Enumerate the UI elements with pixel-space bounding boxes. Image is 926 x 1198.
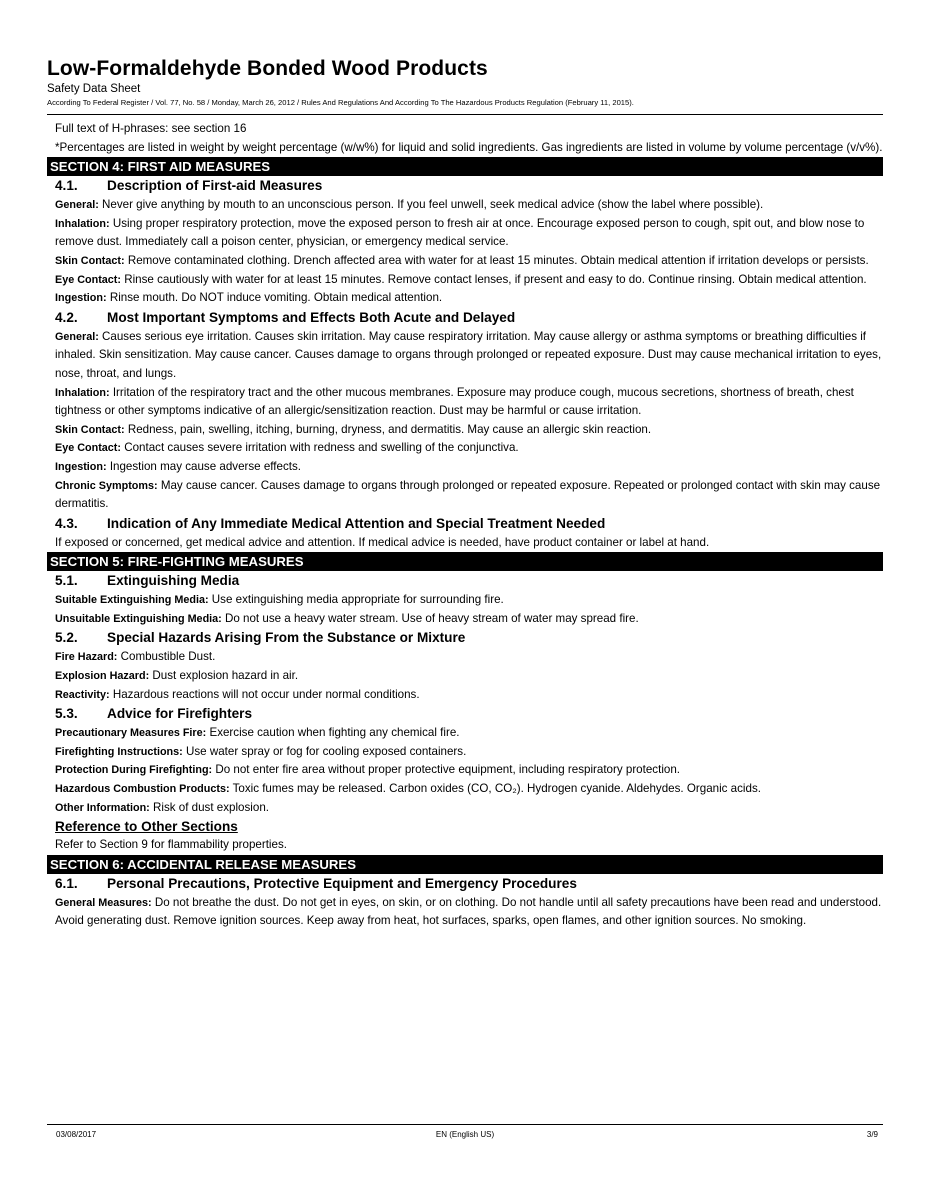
paragraph-text: Redness, pain, swelling, itching, burning, dryness, and dermatitis. May cause an allergic skin reaction. <box>124 422 652 436</box>
paragraph-text: May cause cancer. Causes damage to organs through prolonged or repeated exposure. Repeated or prolonged contact with skin may cause dermatitis. <box>55 478 881 511</box>
term-label: Fire Hazard: <box>55 651 118 664</box>
term-label: Eye Contact: <box>55 273 121 286</box>
paragraph <box>47 724 883 743</box>
paragraph: Refer to Section 9 for flammability properties. <box>55 838 287 852</box>
term-label: Suitable Extinguishing Media: <box>55 594 209 607</box>
paragraph <box>47 761 883 780</box>
paragraph-text: Rinse mouth. Do NOT induce vomiting. Obtain medical attention. <box>106 291 443 305</box>
paragraph-text: Remove contaminated clothing. Drench affected area with water for at least 15 minutes. Obtain medical attention if irritation develops or persists. <box>124 253 869 267</box>
term-label: Protection During Firefighting: <box>55 764 213 777</box>
term-label: Inhalation: <box>55 217 110 230</box>
paragraph <box>47 196 883 215</box>
subsection-title: Description of First-aid Measures <box>107 178 323 194</box>
paragraph-text: Ingestion may cause adverse effects. <box>106 459 302 473</box>
paragraph <box>47 384 883 421</box>
paragraph <box>47 215 883 252</box>
term-label: Firefighting Instructions: <box>55 745 183 758</box>
subsection-title: Personal Precautions, Protective Equipment and Emergency Procedures <box>107 875 577 891</box>
term-label: Skin Contact: <box>55 423 125 436</box>
paragraph-text: Exercise caution when fighting any chemical fire. <box>206 726 460 740</box>
paragraph-text: Do not use a heavy water stream. Use of heavy stream of water may spread fire. <box>221 611 639 625</box>
document-subtitle: Safety Data Sheet <box>47 83 141 95</box>
footer-divider <box>47 1124 883 1125</box>
term-label: Skin Contact: <box>55 254 125 267</box>
paragraph-text: Rinse cautiously with water for at least 15 minutes. Remove contact lenses, if present and easy to do. Continue rinsing. Obtain medical attention. <box>121 272 867 286</box>
paragraph-text: Use water spray or fog for cooling exposed containers. <box>182 744 467 758</box>
document-title: Low-Formaldehyde Bonded Wood Products <box>47 57 488 80</box>
term-label: General Measures: <box>55 896 152 909</box>
paragraph <box>47 458 883 477</box>
paragraph <box>47 477 883 514</box>
paragraph <box>47 271 883 290</box>
paragraph <box>47 328 883 384</box>
subsection-number: 4.3. <box>55 515 78 531</box>
document-body <box>47 120 883 931</box>
paragraph-text: Using proper respiratory protection, move the exposed person to fresh air at once. Encourage exposed person to cough, spit out, and blow nose to remove dust. Immediately call a poison center, physician, or emergency medical service. <box>55 216 865 249</box>
term-label: Unsuitable Extinguishing Media: <box>55 612 222 625</box>
footer-language: EN (English US) <box>435 1130 495 1139</box>
subsection-number: 5.3. <box>55 706 78 722</box>
paragraph-text: Never give anything by mouth to an unconscious person. If you feel unwell, seek medical advice (show the label where possible). <box>98 198 764 212</box>
paragraph <box>47 743 883 762</box>
footer-page-number: 3/9 <box>866 1130 878 1139</box>
subsection-4-1-heading <box>47 176 883 196</box>
subsection-title: Special Hazards Arising From the Substance or Mixture <box>107 630 466 646</box>
paragraph-text: Combustible Dust. <box>117 650 216 664</box>
section-6-heading: SECTION 6: ACCIDENTAL RELEASE MEASURES <box>47 855 883 874</box>
paragraph <box>47 686 883 705</box>
paragraph-text: Do not breathe the dust. Do not get in eyes, on skin, or on clothing. Do not handle until all safety precautions have been read and understood. Avoid generating dust. Remove ignition sources. Keep away from heat, hot surfaces, sparks, open flames, and other ignition sources. No smoking. <box>55 895 882 928</box>
paragraph-text: Irritation of the respiratory tract and the other mucous membranes. Exposure may produce cough, mucous secretions, shortness of breath, chest tightness or other symptoms indicative of an allergic/sensitization reaction. Dust may be harmful or cause irritation. <box>55 385 854 418</box>
subsection-number: 4.2. <box>55 309 78 325</box>
subsection-number: 4.1. <box>55 178 78 194</box>
section-5-heading: SECTION 5: FIRE-FIGHTING MEASURES <box>47 552 883 571</box>
section-4-heading: SECTION 4: FIRST AID MEASURES <box>47 157 883 176</box>
term-label: Other Information: <box>55 801 150 814</box>
paragraph <box>47 610 883 629</box>
header-divider <box>47 114 883 115</box>
subsection-number: 5.1. <box>55 573 78 589</box>
paragraph-text: Hazardous reactions will not occur under normal conditions. <box>109 687 420 701</box>
term-label: General: <box>55 199 99 212</box>
term-label: Inhalation: <box>55 386 110 399</box>
subsection-number: 5.2. <box>55 630 78 646</box>
paragraph-text: Use extinguishing media appropriate for surrounding fire. <box>208 593 504 607</box>
paragraph <box>47 439 883 458</box>
paragraph <box>47 799 883 818</box>
h-phrases-note: Full text of H-phrases: see section 16 <box>55 122 247 135</box>
term-label: Ingestion: <box>55 292 107 305</box>
paragraph <box>47 894 883 931</box>
paragraph-text: Do not enter fire area without proper protective equipment, including respiratory protection. <box>212 763 681 777</box>
subsection-5-1-heading <box>47 571 883 591</box>
paragraph <box>47 780 883 799</box>
term-label: Ingestion: <box>55 460 107 473</box>
paragraph <box>47 421 883 440</box>
term-label: Explosion Hazard: <box>55 670 150 683</box>
term-label: Eye Contact: <box>55 442 121 455</box>
subsection-5-2-heading <box>47 628 883 648</box>
footer-date: 03/08/2017 <box>56 1130 97 1139</box>
subsection-title: Indication of Any Immediate Medical Attention and Special Treatment Needed <box>107 515 606 531</box>
paragraph-text: Toxic fumes may be released. Carbon oxides (CO, CO₂). Hydrogen cyanide. Aldehydes. Organic acids. <box>229 782 761 796</box>
paragraph <box>47 289 883 308</box>
term-label: Precautionary Measures Fire: <box>55 727 207 740</box>
paragraph <box>47 667 883 686</box>
paragraph: If exposed or concerned, get medical advice and attention. If medical advice is needed, have product container or label at hand. <box>55 535 710 549</box>
paragraph <box>47 252 883 271</box>
paragraph-text: Contact causes severe irritation with redness and swelling of the conjunctiva. <box>121 441 519 455</box>
subsection-title: Extinguishing Media <box>107 573 240 589</box>
term-label: Reactivity: <box>55 688 110 701</box>
subsection-4-3-heading <box>47 514 883 534</box>
subsection-title: Most Important Symptoms and Effects Both Acute and Delayed <box>107 309 516 325</box>
term-label: Chronic Symptoms: <box>55 479 158 492</box>
subsection-6-1-heading <box>47 874 883 894</box>
subsection-4-2-heading <box>47 308 883 328</box>
regulation-reference: According To Federal Register / Vol. 77, No. 58 / Monday, March 26, 2012 / Rules And Regulations And According To The Hazardous Products Regulation (February 11, 2015). <box>47 98 634 107</box>
percentages-note: *Percentages are listed in weight by weight percentage (w/w%) for liquid and solid ingredients. Gas ingredients are listed in volume by volume percentage (v/v%). <box>55 140 883 154</box>
paragraph <box>47 648 883 667</box>
document-header <box>47 56 883 108</box>
subsection-title: Advice for Firefighters <box>107 706 253 722</box>
term-label: General: <box>55 330 99 343</box>
reference-heading: Reference to Other Sections <box>55 819 238 835</box>
paragraph-text: Risk of dust explosion. <box>149 800 269 814</box>
paragraph <box>47 591 883 610</box>
paragraph-text: Dust explosion hazard in air. <box>149 669 299 683</box>
paragraph-text: Causes serious eye irritation. Causes skin irritation. May cause respiratory irritation. May cause allergy or asthma symptoms or breathing difficulties if inhaled. Skin sensitization. May cause cancer. Causes damage to organs through prolonged or repeated exposure. Dust may cause mechanical irritation to eyes, nose, throat, and lungs. <box>55 329 882 380</box>
subsection-number: 6.1. <box>55 875 78 891</box>
subsection-5-3-heading <box>47 704 883 724</box>
term-label: Hazardous Combustion Products: <box>55 783 230 796</box>
